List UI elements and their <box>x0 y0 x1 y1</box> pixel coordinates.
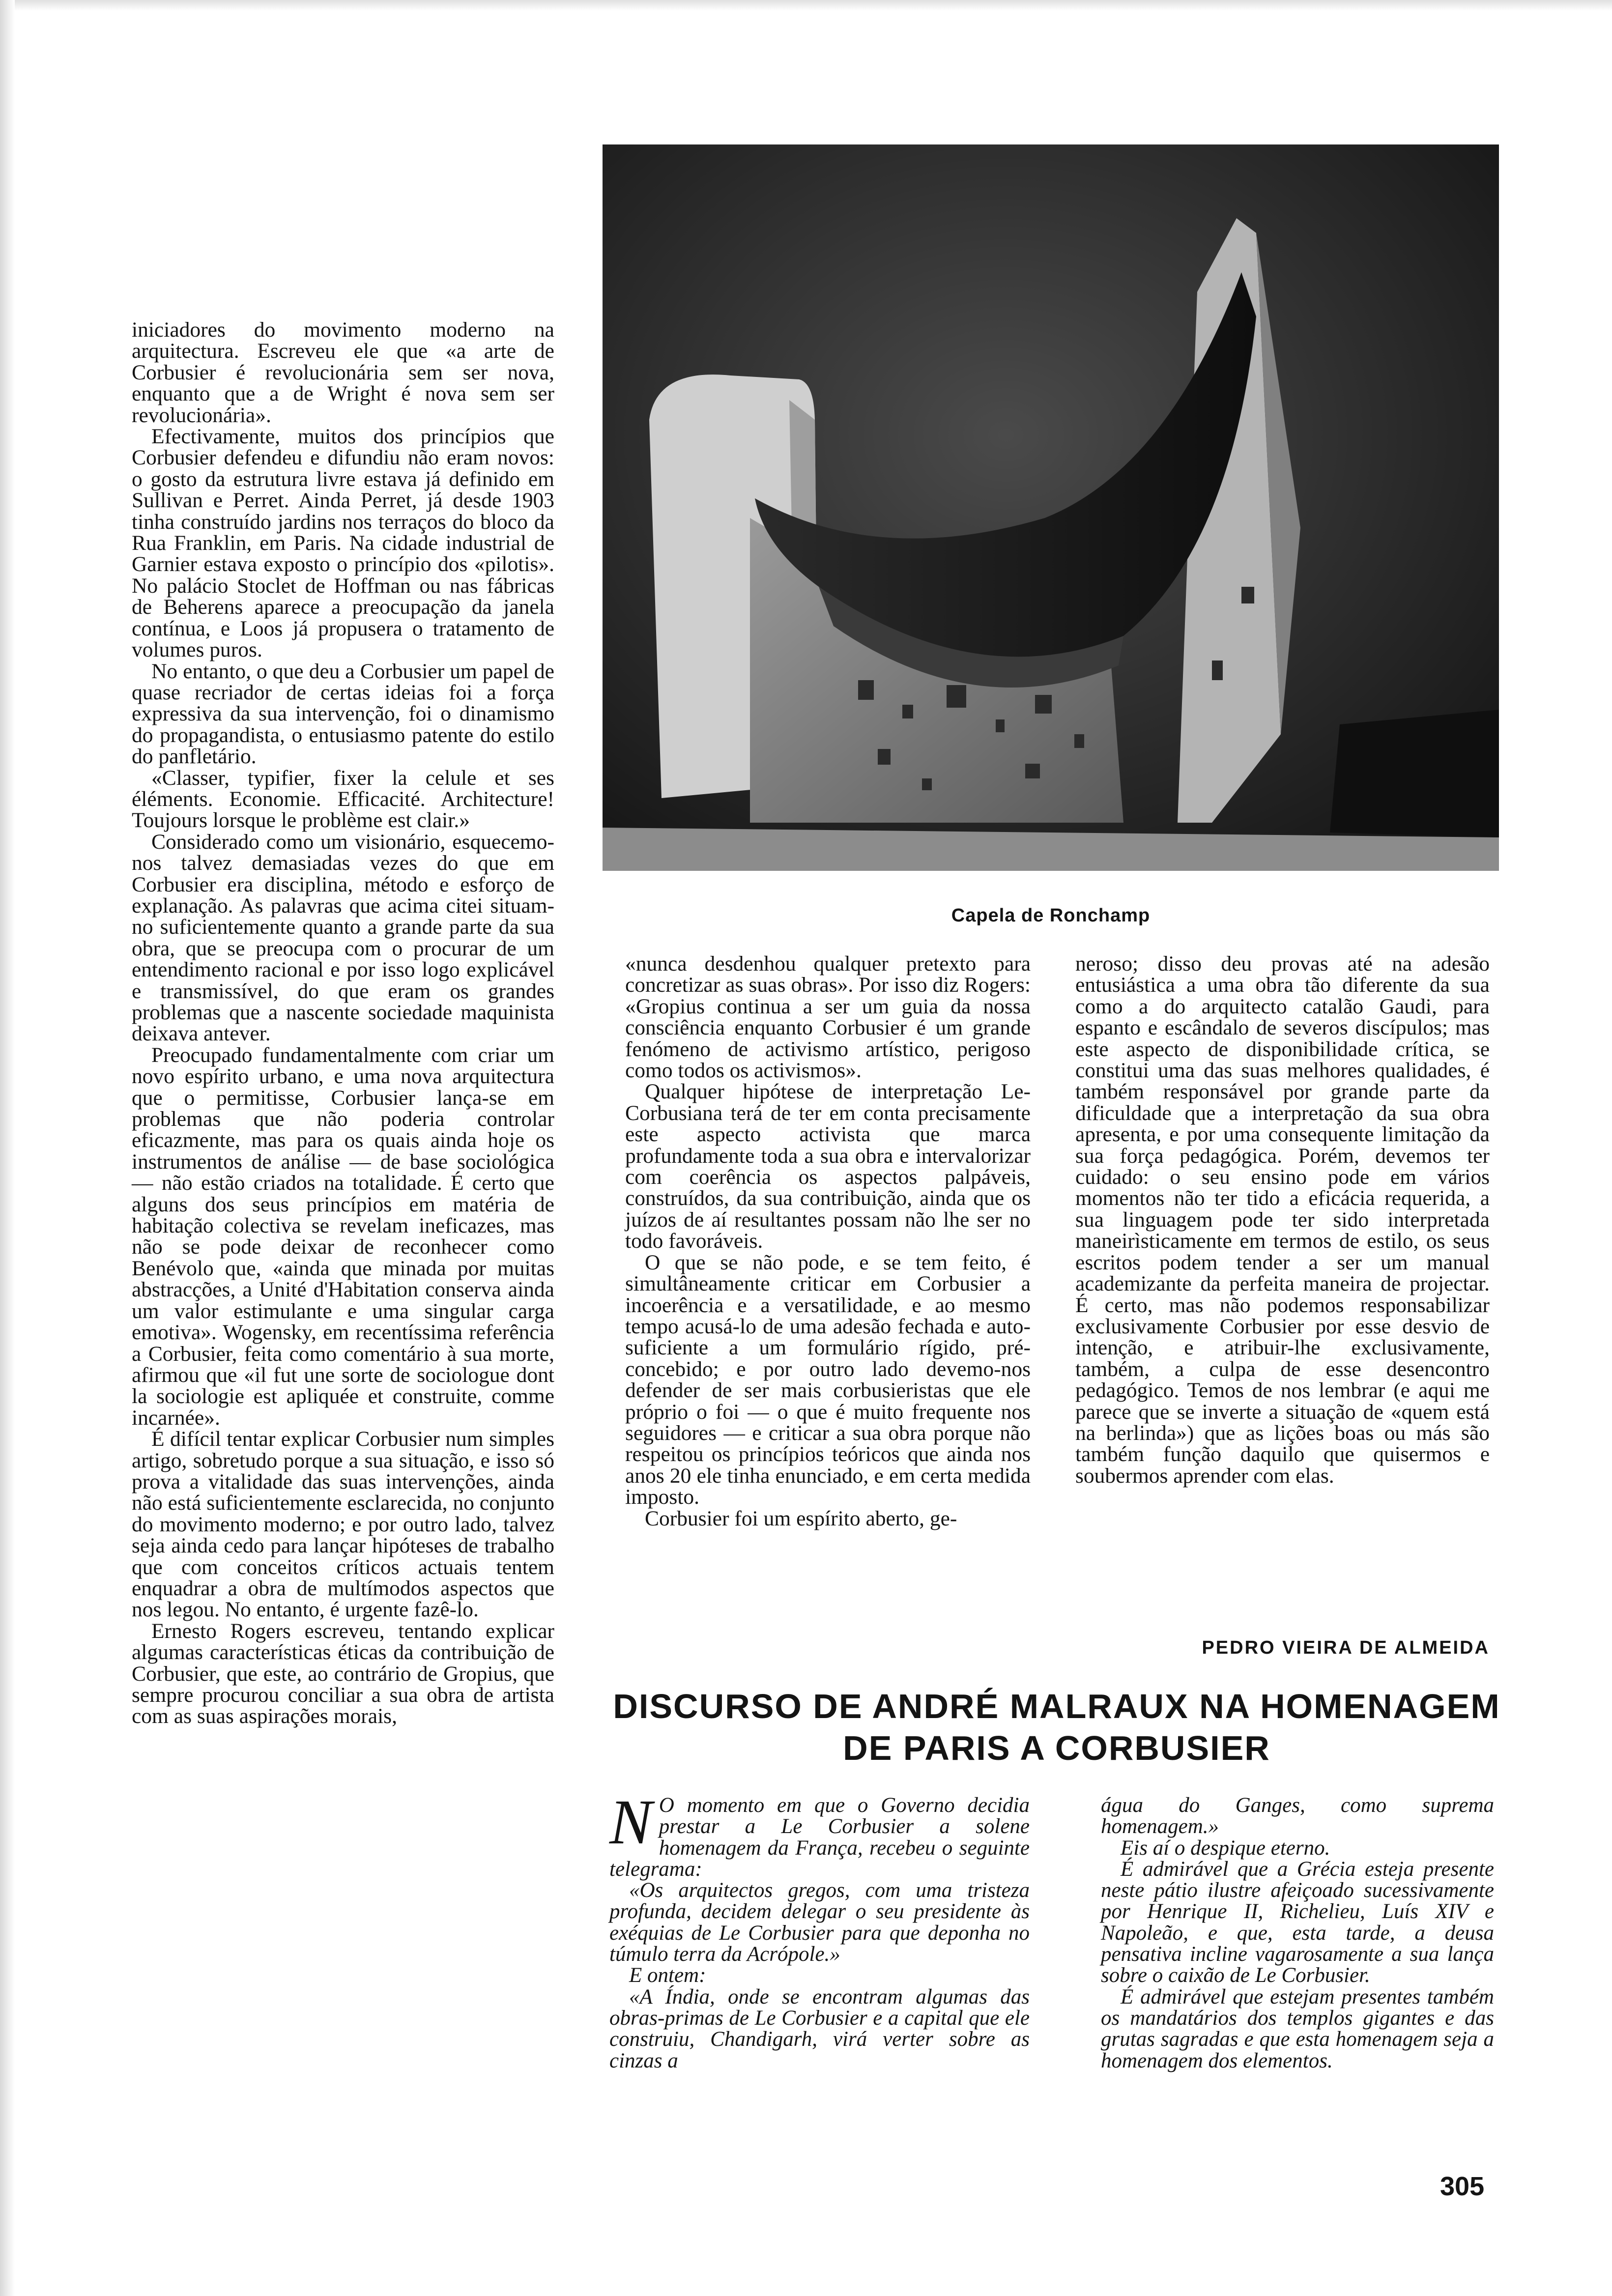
scan-top-edge <box>0 0 1612 11</box>
paragraph: neroso; disso deu provas até na adesão entusiástica a uma obra tão diferente da sua como a do arquitecto catalão Gaudi, para espanto e escândalo de severos discípulos; mas este aspecto de disponibilidade crítica, se constitui uma das suas melhores qualidades, é também responsável por grande parte da dificuldade que a interpretação da sua obra apresenta, e por uma consequente limitação da sua força pedagógica. Porém, devemos ter cuidado: o seu ensino pode em vários momentos não ter tido a eficácia requerida, a sua linguagem pode ter sido interpretada maneirìsticamente em termos de estilo, os seus escritos podem tender a ser um manual academizante da perfeita maneira de projectar. É certo, mas não podemos responsabilizar exclusivamente Corbusier por esse desvio de intenção, e atribuir-lhe exclusivamente, também, a culpa de esse desencontro pedagógico. Temos de nos lembrar (e aqui me parece que se inverte a situação de «quem está na berlinda») que as lições boas ou más são também função daquilo que quisermos e soubermos aprender com elas. <box>1075 952 1490 1488</box>
paragraph: «Classer, typifier, fixer la celule et ses éléments. Economie. Efficacité. Architecture! Toujours lorsque le problème est clair.» <box>132 766 554 832</box>
page-number: 305 <box>1440 2172 1485 2201</box>
headline-line-2: DE PARIS A CORBUSIER <box>843 1729 1270 1767</box>
headline-line-1: DISCURSO DE ANDRÉ MALRAUX NA HOMENAGEM <box>613 1687 1500 1725</box>
paragraph <box>609 1787 1030 1881</box>
paragraph: Eis aí o despique eterno. <box>1121 1836 1330 1860</box>
paragraph: Corbusier foi um espírito aberto, ge- <box>645 1506 957 1530</box>
paragraph: «Os arquitectos gregos, com uma tristeza profunda, decidem delegar o seu presidente às exéquias de Le Corbusier para que deponha no túmulo terra da Acrópole.» <box>609 1879 1030 1966</box>
paragraph: Efectivamente, muitos dos princípios que Corbusier defendeu e difundiu não eram novos: o gosto da estrutura livre estava já definido em Sullivan e Perret. Ainda Perret, já desde 1903 tinha construído jardins nos terraços do bloco da Rua Franklin, em Paris. Na cidade industrial de Garnier estava exposto o princípio dos «pilotis». No palácio Stoclet de Hoffman ou nas fábricas de Beherens aparece a preocupação da janela contínua, e Loos já propusera o tratamento de volumes puros. <box>132 425 554 662</box>
author-signature: PEDRO VIEIRA DE ALMEIDA <box>1202 1637 1490 1658</box>
paragraph: No entanto, o que deu a Corbusier um papel de quase recriador de certas ideias foi a força expressiva da sua intervenção, foi o dinamismo do propagandista, o entusiasmo patente do estilo do panfletário. <box>132 659 554 769</box>
paragraph: Ernesto Rogers escreveu, tentando explicar algumas características éticas da contribuição de Corbusier, que este, ao contrário de Gropius, que sempre procurou conciliar a sua obra de artista com as suas aspirações morais, <box>132 1619 554 1728</box>
article-column-right <box>1075 953 1490 1487</box>
paragraph: É difícil tentar explicar Corbusier num simples artigo, sobretudo porque a sua situação, e isso só prova a vitalidade das suas intervenções, ainda não está suficientemente esclarecida, no conjunto do movimento moderno; e por outro lado, talvez seja ainda cedo para lançar hipóteses de trabalho que com conceitos críticos actuais tentem enquadrar a obra de multímodos aspectos que nos legou. No entanto, é urgente fazê-lo. <box>132 1427 554 1622</box>
paragraph: É admirável que a Grécia esteja presente neste pátio ilustre afeiçoado sucessivamente por Henrique II, Richelieu, Luís XIV e Napoleão, e que, esta tarde, a deusa pensativa incline vagarosamente a sua lança sobre o caixão de Le Corbusier. <box>1101 1857 1494 1987</box>
paragraph: É admirável que estejam presentes também os mandatários dos templos gigantes e das grutas sagradas e que esta homenagem seja a homenagem dos elementos. <box>1101 1985 1494 2072</box>
paragraph: Considerado como um visionário, esquecemo-nos talvez demasiadas vezes do que em Corbusier era disciplina, método e esforço de explanação. As palavras que acima citei situam-no suficientemente quanto a grande parte da sua obra, que se preocupa com o procurar de um entendimento racional e por isso logo explicável e transmissível, do que eram os grandes problemas que a nascente sociedade maquinista deixava antever. <box>132 830 554 1046</box>
article-column-left <box>132 319 554 1727</box>
article-column-middle <box>625 953 1031 1529</box>
scan-left-edge <box>0 0 15 2296</box>
paragraph: «A Índia, onde se encontram algumas das obras-primas de Le Corbusier e a capital que ele construiu, Chandigarh, virá verter sobre as cinzas a <box>609 1985 1030 2072</box>
paragraph-text: O momento em que o Governo decidia prestar a Le Corbusier a solene homenagem da França, recebeu o seguinte telegrama: <box>609 1794 1030 1881</box>
photo-caption: Capela de Ronchamp <box>951 905 1151 926</box>
paragraph: iniciadores do movimento moderno na arquitectura. Escreveu ele que «a arte de Corbusier é revolucionária sem ser nova, enquanto que a de Wright é nova sem ser revolucionária». <box>132 318 554 427</box>
paragraph: «nunca desdenhou qualquer pretexto para concretizar as suas obras». Por isso diz Rogers: «Gropius continua a ser um guia da nossa consciência enquanto Corbusier é um grande fenómeno de activismo artístico, perigoso como todos os activismos». <box>625 952 1031 1083</box>
chapel-photo <box>603 144 1499 871</box>
chapel-illustration <box>603 144 1499 871</box>
paragraph: Preocupado fundamentalmente com criar um novo espírito urbano, e uma nova arquitectura que o permitisse, Corbusier lança-se em problemas que não poderia controlar eficazmente, mas para os quais ainda hoje os instrumentos de análise — de base sociológica — não estão criados na totalidade. É certo que alguns dos seus princípios em matéria de habitação colectiva se revelam ineficazes, mas não se pode deixar de reconhecer como Benévolo que, «ainda que minada por muitas abstracções, a Unité d'Habitation conserva ainda um valor estimulante e uma singular carga emotiva». Wogensky, em recentíssima referência a Corbusier, feita como comentário à sua morte, afirmou que «il fut une sorte de sociologue dont la sociologie est apliquée et construite, comme incarnée». <box>132 1043 554 1430</box>
speech-column-right <box>1101 1795 1494 2071</box>
drop-cap: N <box>609 1787 652 1858</box>
paragraph: Qualquer hipótese de interpretação Le-Corbusiana terá de ter em conta precisamente este aspecto activista que marca profundamente toda a sua obra e intervalorizar com coerência os aspectos palpáveis, construídos, da sua contribuição, ainda que os juízos de aí resultantes possam não lhe ser no todo favoráveis. <box>625 1080 1031 1253</box>
speech-column-left <box>609 1787 1030 2072</box>
article-headline <box>590 1686 1524 1769</box>
paragraph: O que se não pode, e se tem feito, é simultâneamente criticar em Corbusier a incoerência e a versatilidade, e ao mesmo tempo acusá-lo de uma adesão fechada e auto-suficiente a um formulário rígido, pré-concebido; e por outro lado devemo-nos defender de ser mais corbusieristas que ele próprio o foi — o que é muito frequente nos seguidores — e criticar a sua obra porque não respeitou os princípios teóricos que ainda nos anos 20 ele tinha enunciado, e em certa medida imposto. <box>625 1250 1031 1509</box>
paragraph: água do Ganges, como suprema homenagem.» <box>1101 1794 1494 1838</box>
paragraph: E ontem: <box>629 1964 706 1987</box>
